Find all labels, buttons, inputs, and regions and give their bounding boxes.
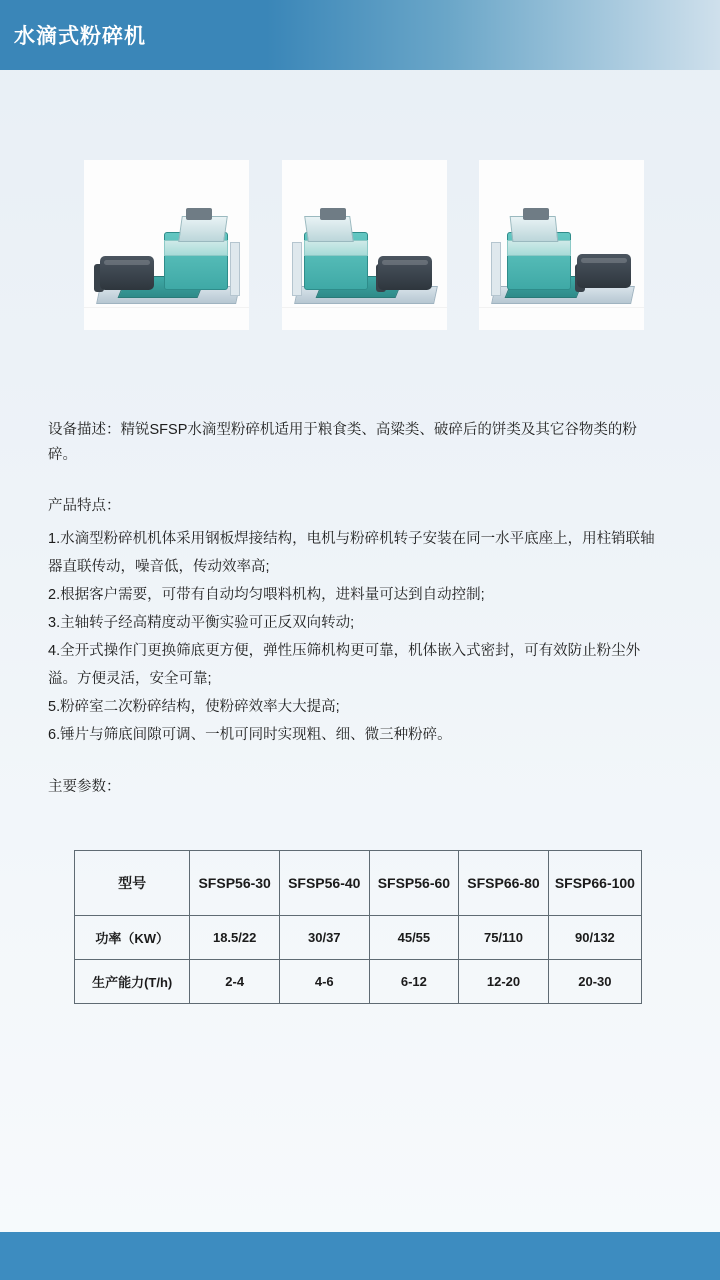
row-label-model: 型号: [75, 851, 190, 916]
product-photo-3[interactable]: [479, 160, 644, 330]
feed-hopper-inlet: [523, 208, 549, 220]
product-description-block: [48, 418, 658, 816]
product-image-gallery: [84, 160, 644, 330]
motor-body: [100, 256, 154, 290]
machine-illustration-3: [487, 184, 637, 304]
feed-hopper-inlet: [186, 208, 212, 220]
feature-item-3: 3.主轴转子经高精度动平衡实验可正反双向转动;: [48, 615, 355, 631]
grinder-housing-top: [164, 240, 228, 256]
page-header: [0, 0, 720, 70]
feature-item-1: 1.水滴型粉碎机机体采用钢板焊接结构，电机与粉碎机转子安装在同一水平底座上，用柱销联轴器直联传动，噪音低，传动效率高;: [48, 531, 655, 575]
machine-stand: [292, 242, 302, 296]
feature-item-2: 2.根据客户需要，可带有自动均匀喂料机构，进料量可达到自动控制;: [48, 587, 485, 603]
table-row: [75, 851, 642, 916]
capacity-value-4: 12-20: [459, 960, 549, 1004]
machine-illustration-2: [290, 184, 440, 304]
capacity-value-3: 6-12: [369, 960, 459, 1004]
specification-table: [74, 850, 642, 1004]
model-value-1: SFSP56-30: [190, 851, 280, 916]
power-value-1: 18.5/22: [190, 916, 280, 960]
feature-item-5: 5.粉碎室二次粉碎结构，使粉碎效率大大提高;: [48, 699, 340, 715]
page-title: 水滴式粉碎机: [14, 25, 146, 48]
machine-stand: [230, 242, 240, 296]
model-value-5: SFSP66-100: [548, 851, 641, 916]
power-value-3: 45/55: [369, 916, 459, 960]
product-photo-2[interactable]: [282, 160, 447, 330]
page-footer: [0, 1232, 720, 1280]
specification-table-wrapper: [74, 850, 642, 1004]
feature-item-6: 6.锤片与筛底间隙可调、一机可同时实现粗、细、微三种粉碎。: [48, 727, 452, 743]
capacity-value-2: 4-6: [279, 960, 369, 1004]
feed-hopper-inlet: [320, 208, 346, 220]
capacity-value-5: 20-30: [548, 960, 641, 1004]
features-title: 产品特点：: [48, 498, 121, 514]
motor-body: [577, 254, 631, 288]
product-photo-1[interactable]: [84, 160, 249, 330]
photo-floor-line: [479, 307, 644, 308]
photo-floor-line: [282, 307, 447, 308]
grinder-housing-top: [304, 240, 368, 256]
power-value-5: 90/132: [548, 916, 641, 960]
machine-illustration-1: [92, 184, 242, 304]
model-value-4: SFSP66-80: [459, 851, 549, 916]
model-value-3: SFSP56-60: [369, 851, 459, 916]
power-value-4: 75/110: [459, 916, 549, 960]
feature-item-4: 4.全开式操作门更换筛底更方便，弹性压筛机构更可靠，机体嵌入式密封，可有效防止粉尘外溢。方便灵活，安全可靠;: [48, 643, 641, 687]
table-row: [75, 916, 642, 960]
parameters-title: 主要参数：: [48, 779, 121, 795]
machine-stand: [491, 242, 501, 296]
table-row: [75, 960, 642, 1004]
row-label-power: 功率（KW）: [75, 916, 190, 960]
grinder-housing-top: [507, 240, 571, 256]
row-label-capacity: 生产能力(T/h): [75, 960, 190, 1004]
power-value-2: 30/37: [279, 916, 369, 960]
motor-body: [378, 256, 432, 290]
equipment-description: 设备描述：精锐SFSP水滴型粉碎机适用于粮食类、高粱类、破碎后的饼类及其它谷物类的粉碎。: [48, 422, 637, 463]
capacity-value-1: 2-4: [190, 960, 280, 1004]
photo-floor-line: [84, 307, 249, 308]
model-value-2: SFSP56-40: [279, 851, 369, 916]
